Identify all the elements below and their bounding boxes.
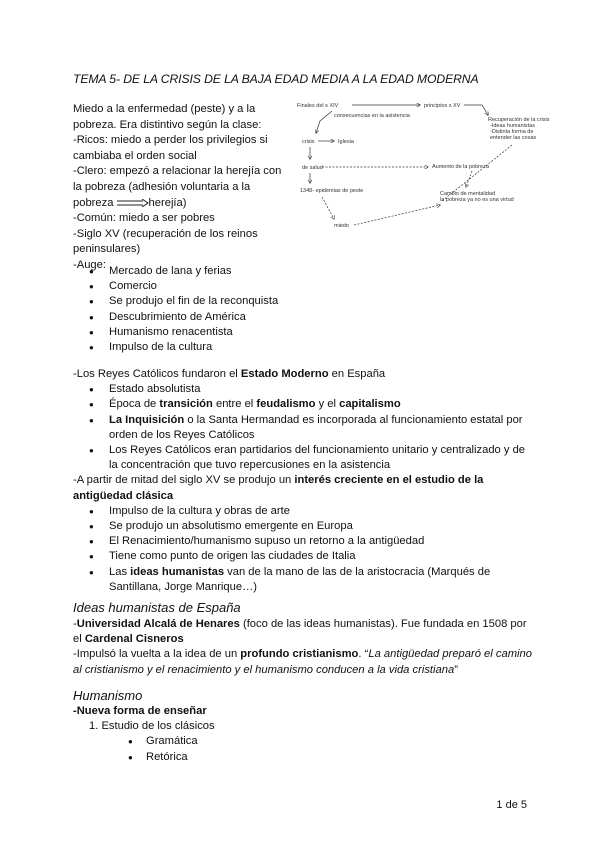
text: ” xyxy=(454,663,458,676)
item-text: Época de xyxy=(109,398,160,411)
bold: -Nueva forma de enseñar xyxy=(73,705,207,717)
text: - xyxy=(73,618,77,630)
list-item: ● Tiene como punto de origen las ciudades de Italia xyxy=(73,549,533,564)
clero-heregia: herejía) xyxy=(148,196,187,209)
crisis-diagram xyxy=(292,97,574,237)
intro-siglo: -Siglo XV (recuperación de los reinos peninsulares) xyxy=(73,227,258,256)
diagram-epidemias: 1348- epidemias de peste xyxy=(300,188,364,194)
reyes-intro xyxy=(73,367,533,382)
reyes-bold: Estado Moderno xyxy=(240,368,329,380)
list-item: ● Se produjo el fin de la reconquista xyxy=(73,294,278,309)
item-text: entre el xyxy=(212,398,257,411)
intro-auge: -Auge: xyxy=(73,258,106,271)
bold: profundo cristianismo xyxy=(240,648,359,661)
reyes-section xyxy=(73,367,533,595)
bold: Cardenal Cisneros xyxy=(84,633,184,646)
list-item: ● Impulso de la cultura xyxy=(73,340,278,355)
item-text: y el xyxy=(315,398,340,411)
reyes-pre: -Los Reyes Católicos fundaron el xyxy=(73,368,241,380)
text: (foco de las ideas humanistas). Fue fundada en 1508 por el xyxy=(73,618,527,646)
page-number: 1 de 5 xyxy=(496,799,527,811)
page-title: TEMA 5- DE LA CRISIS DE LA BAJA EDAD MEDIA A LA EDAD MODERNA xyxy=(73,72,479,86)
ideas-paragraph-1 xyxy=(73,617,533,647)
bold: Universidad Alcalá de Henares xyxy=(76,618,240,630)
item-text: van de la mano de las de la aristocracia (Marqués de Santillana, Jorge Manrique…) xyxy=(109,565,491,593)
item-text: Las xyxy=(109,565,131,578)
item-bold: transición xyxy=(159,398,213,411)
diagram-cambio: Cambio de mentalidad xyxy=(440,191,496,197)
list-item: ● El Renacimiento/humanismo supuso un retorno a la antigüedad xyxy=(73,534,533,549)
diagram-aumento: Aumento de la pobreza xyxy=(432,164,489,170)
arrow-aumento-cambio xyxy=(466,171,472,187)
intro-clero xyxy=(73,164,288,211)
auge-list xyxy=(73,264,278,355)
ideas-heading: Ideas humanistas de España xyxy=(73,600,241,615)
double-arrow-icon xyxy=(117,199,149,207)
intro-line: Miedo a la enfermedad (peste) y a la pobreza. Era distintivo según la clase: xyxy=(73,103,262,131)
siglo-pre: -A partir de mitad del siglo XV se produjo un xyxy=(73,474,295,487)
humanismo-sub xyxy=(73,704,533,719)
humanismo-heading: Humanismo xyxy=(73,688,143,703)
list-item: ● Comercio xyxy=(73,279,278,294)
diagram-finales: Finales del s XIV xyxy=(297,103,339,109)
list-item: ● Los Reyes Católicos eran partidarios del funcionamiento unitario y centralizado y de la concentración que tuvo repercusiones en la asistencia xyxy=(73,443,533,473)
item-bold: capitalismo xyxy=(339,398,401,411)
ideas-paragraph-2 xyxy=(73,647,533,677)
diagram-salud: de salud xyxy=(302,165,323,171)
list-item: ● Humanismo renacentista xyxy=(73,325,278,340)
diagram-cambio-2: la pobreza ya no es una virtud xyxy=(440,197,514,203)
list-item: ● Mercado de lana y ferias xyxy=(73,264,278,279)
diagram-consecuencias: consecuencias en la asistencia xyxy=(334,113,410,119)
list-item: ● Se produjo un absolutismo emergente en Europa xyxy=(73,519,533,534)
list-item xyxy=(73,565,533,595)
arrow-epidemias-miedo xyxy=(322,197,334,219)
diagram-recuperacion-3: -Distinta forma de xyxy=(490,129,534,135)
diagram-principios: principios s XV xyxy=(424,103,461,109)
diagram-iglesia: Iglesia xyxy=(338,139,354,145)
ideas-section xyxy=(73,617,533,678)
item-bold: La Inquisición xyxy=(109,413,185,426)
arrow-principios-recuperacion xyxy=(464,105,488,115)
item-bold: ideas humanistas xyxy=(130,565,225,578)
arrow-finales-crisis xyxy=(316,111,332,133)
text: . “ xyxy=(358,648,369,661)
diagram-recuperacion-4: entender las cosas xyxy=(490,135,537,141)
intro-ricos: -Ricos: miedo a perder los privilegios si cambiaba el orden social xyxy=(73,134,268,162)
list-item: ● Impulso de la cultura y obras de arte xyxy=(73,504,533,519)
intro-comun: -Común: miedo a ser pobres xyxy=(73,212,215,225)
list-item: ● Estado absolutista xyxy=(73,382,533,397)
list-item: ● Retórica xyxy=(73,750,533,765)
humanismo-section xyxy=(73,704,533,765)
siglo-xv-intro xyxy=(73,473,533,503)
diagram-recuperacion: Recuperación de la crisis xyxy=(488,117,550,123)
list-item xyxy=(73,397,533,412)
italic-quote: La antigüedad preparó el camino al cristianismo y el renacimiento y el humanismo conducen a la vida cristiana xyxy=(73,648,532,676)
diagram-recuperacion-2: -Ideas humanistas xyxy=(490,123,535,129)
list-item xyxy=(73,413,533,443)
reyes-post: en España xyxy=(328,368,386,380)
list-item: ● Gramática xyxy=(73,734,533,749)
list-item: ● Descubrimiento de América xyxy=(73,310,278,325)
text: -Impulsó la vuelta a la idea de un xyxy=(73,648,241,661)
item-bold: feudalismo xyxy=(256,398,316,411)
siglo-bold: interés creciente en el estudio de la antigüedad clásica xyxy=(73,474,484,502)
intro-block xyxy=(73,102,288,274)
diagram-miedo: miedo xyxy=(334,223,349,229)
item-text: o la Santa Hermandad es incorporada al funcionamiento estatal por orden de los Reyes Católicos xyxy=(109,413,523,441)
humanismo-item-1: 1. Estudio de los clásicos xyxy=(89,720,215,733)
diagram-crisis: crisis xyxy=(302,139,315,145)
clero-text: -Clero: empezó a relacionar la herejía con la pobreza (adhesión voluntaria a la pobreza xyxy=(73,165,282,209)
arrow-miedo-cambio xyxy=(354,205,440,225)
